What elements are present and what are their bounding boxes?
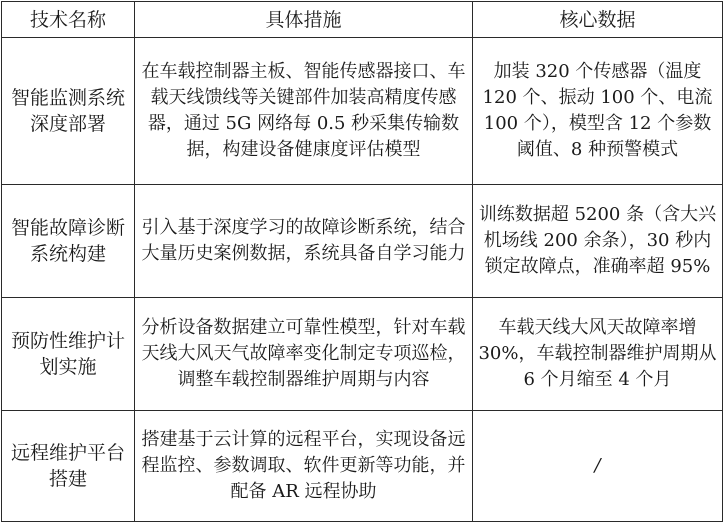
core-data-cell: / bbox=[473, 411, 723, 522]
measure-cell: 搭建基于云计算的远程平台，实现设备远程监控、参数调取、软件更新等功能，并配备 AR 远程协助 bbox=[135, 411, 473, 522]
header-measures: 具体措施 bbox=[135, 2, 473, 38]
table-row bbox=[2, 185, 723, 298]
core-data-cell: 加装 320 个传感器（温度 120 个、振动 100 个、电流 100 个），模型含 12 个参数阈值、8 种预警模式 bbox=[473, 38, 723, 185]
tech-name-cell: 预防性维护计划实施 bbox=[2, 298, 135, 411]
table-row bbox=[2, 38, 723, 185]
header-tech-name: 技术名称 bbox=[2, 2, 135, 38]
measure-cell: 在车载控制器主板、智能传感器接口、车载天线馈线等关键部件加装高精度传感器，通过 5G 网络每 0.5 秒采集传输数据，构建设备健康度评估模型 bbox=[135, 38, 473, 185]
measure-cell: 引入基于深度学习的故障诊断系统，结合大量历史案例数据，系统具备自学习能力 bbox=[135, 185, 473, 298]
tech-name-cell: 远程维护平台搭建 bbox=[2, 411, 135, 522]
table-row bbox=[2, 298, 723, 411]
core-data-cell: 训练数据超 5200 条（含大兴机场线 200 余条），30 秒内锁定故障点，准确率超 95% bbox=[473, 185, 723, 298]
tech-name-cell: 智能监测系统深度部署 bbox=[2, 38, 135, 185]
header-core-data: 核心数据 bbox=[473, 2, 723, 38]
measure-cell: 分析设备数据建立可靠性模型，针对车载天线大风天气故障率变化制定专项巡检，调整车载控制器维护周期与内容 bbox=[135, 298, 473, 411]
table-header-row bbox=[2, 2, 723, 38]
technology-table bbox=[1, 1, 723, 522]
table-row bbox=[2, 411, 723, 522]
core-data-cell: 车载天线大风天故障率增 30%，车载控制器维护周期从 6 个月缩至 4 个月 bbox=[473, 298, 723, 411]
tech-name-cell: 智能故障诊断系统构建 bbox=[2, 185, 135, 298]
